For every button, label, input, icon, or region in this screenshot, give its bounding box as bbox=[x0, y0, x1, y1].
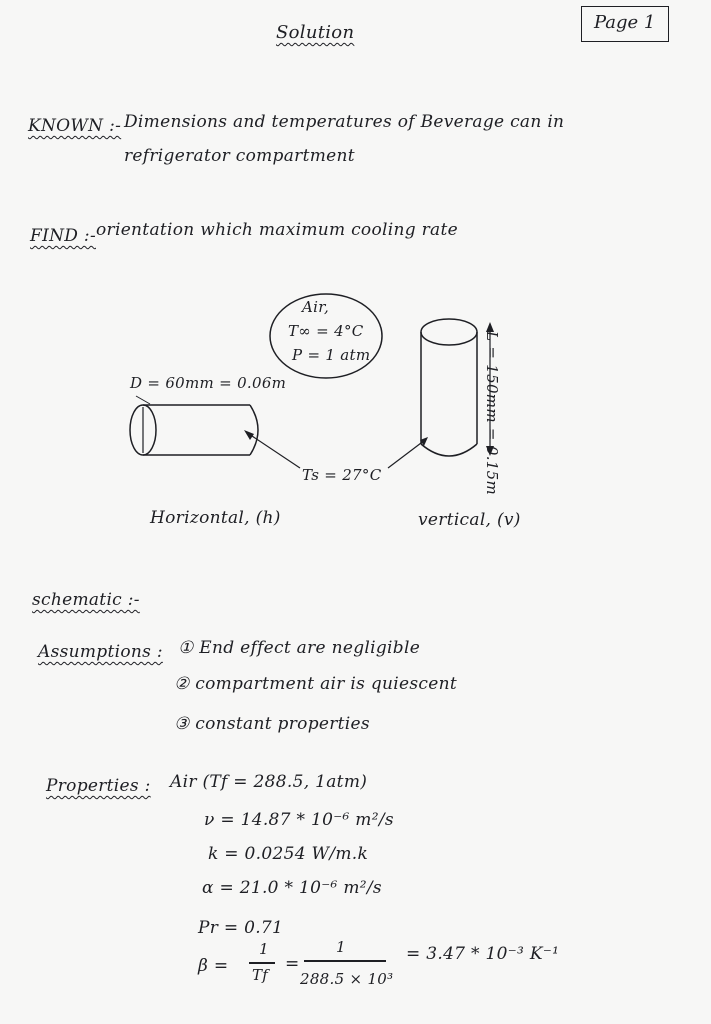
assumption-number: ② bbox=[174, 674, 190, 694]
thermal-conductivity: k = 0.0254 W/m.k bbox=[208, 844, 369, 864]
kinematic-viscosity: ν = 14.87 * 10⁻⁶ m²/s bbox=[204, 810, 394, 830]
beta-fraction-2-num: 1 bbox=[336, 938, 346, 956]
beta-lhs: β = bbox=[198, 956, 229, 976]
known-label: KNOWN :- bbox=[28, 116, 122, 136]
find-label: FIND :- bbox=[30, 226, 96, 246]
known-line2: refrigerator compartment bbox=[124, 146, 355, 166]
assumption-item bbox=[174, 674, 457, 694]
properties-label: Properties : bbox=[46, 776, 151, 796]
diameter-label: D = 60mm = 0.06m bbox=[130, 374, 287, 392]
beta-fraction-2-den: 288.5 × 10³ bbox=[300, 970, 394, 988]
air-temperature: T∞ = 4°C bbox=[288, 322, 364, 340]
assumption-number: ③ bbox=[174, 714, 190, 734]
beta-fraction-1-num: 1 bbox=[259, 940, 269, 958]
assumptions-label: Assumptions : bbox=[38, 642, 163, 662]
ts-pointer-v bbox=[388, 440, 425, 468]
find-text: orientation which maximum cooling rate bbox=[96, 220, 458, 240]
surface-temp-label: Ts = 27°C bbox=[302, 466, 382, 484]
assumption-item bbox=[174, 714, 370, 734]
beta-equals: = bbox=[285, 954, 300, 974]
assumption-item bbox=[178, 638, 420, 658]
assumption-number: ① bbox=[178, 638, 194, 658]
horizontal-caption: Horizontal, (h) bbox=[150, 508, 281, 528]
vertical-caption: vertical, (v) bbox=[418, 510, 521, 530]
page-title: Solution bbox=[276, 22, 355, 43]
air-pressure: P = 1 atm bbox=[292, 346, 371, 364]
assumption-text: compartment air is quiescent bbox=[195, 674, 457, 694]
ts-pointer-h bbox=[246, 432, 300, 468]
page-number: Page 1 bbox=[594, 12, 656, 33]
known-line1: Dimensions and temperatures of Beverage can in bbox=[124, 112, 565, 132]
length-label: L = 150mm = 0.15m bbox=[482, 331, 501, 495]
assumption-text: End effect are negligible bbox=[199, 638, 421, 658]
air-label: Air, bbox=[302, 298, 330, 316]
prandtl-number: Pr = 0.71 bbox=[198, 918, 284, 938]
beta-fraction-1-den: Tf bbox=[252, 966, 269, 984]
fraction-bar bbox=[249, 962, 275, 964]
thermal-diffusivity: α = 21.0 * 10⁻⁶ m²/s bbox=[202, 878, 382, 898]
assumption-text: constant properties bbox=[195, 714, 370, 734]
beta-result: = 3.47 * 10⁻³ K⁻¹ bbox=[406, 944, 560, 964]
fraction-bar bbox=[304, 960, 386, 962]
schematic-label: schematic :- bbox=[32, 590, 140, 610]
air-film-condition: Air (Tf = 288.5, 1atm) bbox=[170, 772, 368, 792]
vertical-can-top bbox=[421, 319, 477, 345]
